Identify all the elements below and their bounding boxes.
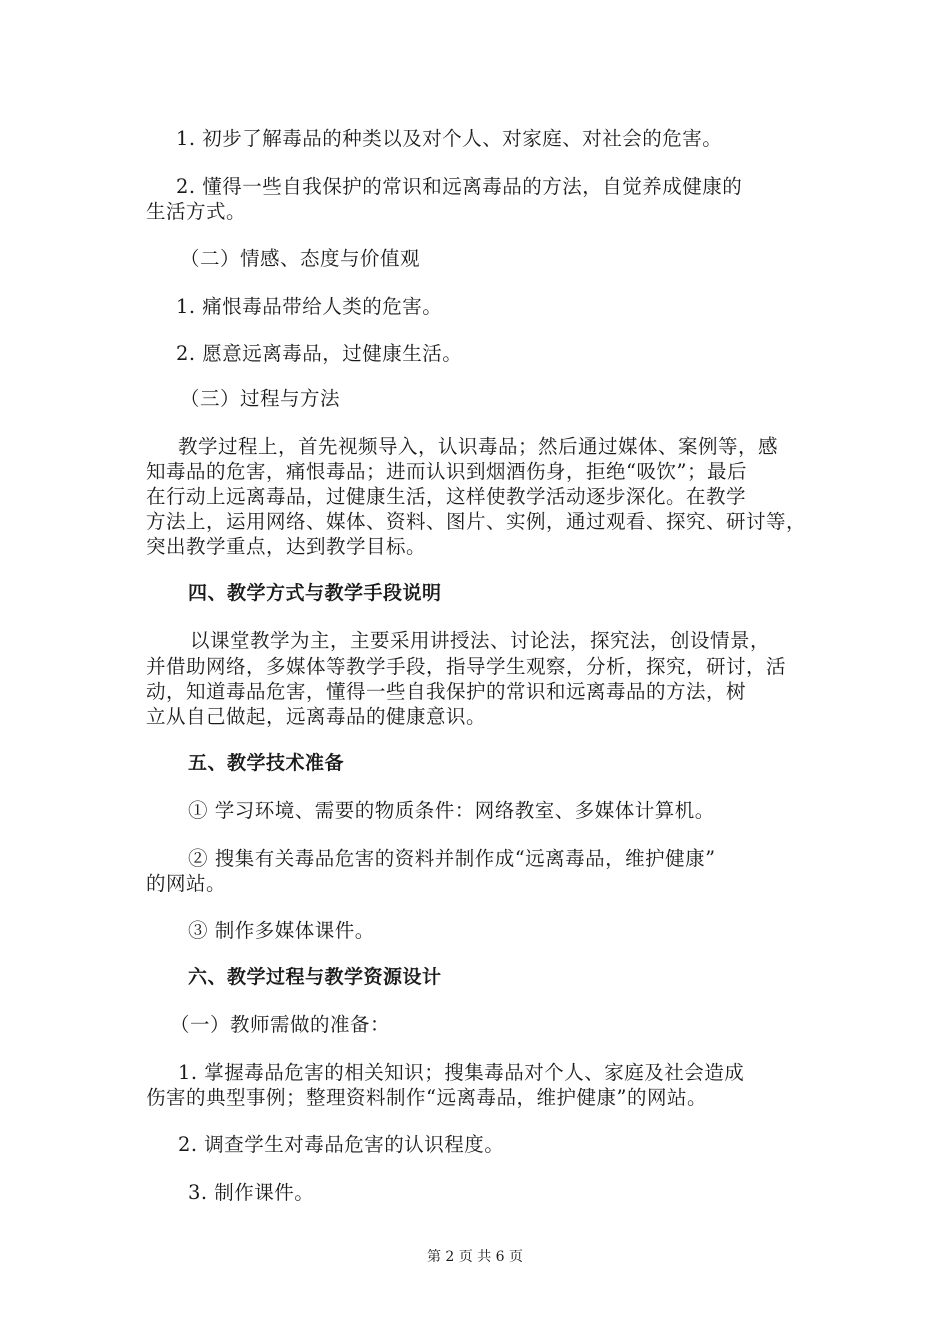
emotion-item-1: 1. 痛恨毒品带给人类的危害。 — [176, 295, 443, 318]
prep-item-1: ① 学习环境、需要的物质条件：网络教室、多媒体计算机。 — [188, 799, 715, 822]
prep-item-2-line-2: 的网站。 — [146, 872, 227, 895]
section-heading-4: 四、教学方式与教学手段说明 — [188, 582, 442, 604]
method-paragraph-line-1: 以课堂教学为主，主要采用讲授法、讨论法，探究法，创设情景， — [190, 629, 771, 652]
section-heading-5: 五、教学技术准备 — [188, 752, 345, 774]
teacher-item-3: 3. 制作课件。 — [188, 1181, 315, 1204]
subsection-heading-2: （二）情感、态度与价值观 — [180, 247, 421, 270]
teacher-item-1-line-1: 1. 掌握毒品危害的相关知识；搜集毒品对个人、家庭及社会造成 — [178, 1061, 745, 1084]
process-paragraph-line-4: 方法上，运用网络、媒体、资料、图片、实例，通过观看、探究、研讨等， — [146, 510, 807, 533]
subsection-heading-teacher: （一）教师需做的准备： — [170, 1013, 391, 1036]
process-paragraph-line-2: 知毒品的危害，痛恨毒品；进而认识到烟酒伤身，拒绝“吸饮”；最后 — [146, 460, 747, 483]
method-paragraph-line-3: 动，知道毒品危害，懂得一些自我保护的常识和远离毒品的方法，树 — [146, 680, 747, 703]
teacher-item-1-line-2: 伤害的典型事例；整理资料制作“远离毒品，维护健康”的网站。 — [146, 1086, 707, 1109]
process-paragraph-line-3: 在行动上远离毒品，过健康生活，这样使教学活动逐步深化。在教学 — [146, 485, 747, 508]
process-paragraph-line-5: 突出教学重点，达到教学目标。 — [146, 535, 427, 558]
prep-item-3: ③ 制作多媒体课件。 — [188, 919, 375, 942]
prep-item-2-line-1: ② 搜集有关毒品危害的资料并制作成“远离毒品，维护健康” — [188, 847, 716, 870]
method-paragraph-line-2: 并借助网络，多媒体等教学手段，指导学生观察，分析，探究，研讨，活 — [146, 655, 787, 678]
emotion-item-2: 2. 愿意远离毒品，过健康生活。 — [176, 342, 463, 365]
objective-2-line-1: 2. 懂得一些自我保护的常识和远离毒品的方法，自觉养成健康的 — [176, 175, 743, 198]
section-heading-6: 六、教学过程与教学资源设计 — [188, 966, 442, 988]
objective-1: 1. 初步了解毒品的种类以及对个人、对家庭、对社会的危害。 — [176, 127, 723, 150]
subsection-heading-3: （三）过程与方法 — [180, 387, 341, 410]
page-number-footer: 第 2 页 共 6 页 — [426, 1249, 524, 1265]
process-paragraph-line-1: 教学过程上，首先视频导入，认识毒品；然后通过媒体、案例等，感 — [178, 435, 779, 458]
method-paragraph-line-4: 立从自己做起，远离毒品的健康意识。 — [146, 705, 487, 728]
objective-2-line-2: 生活方式。 — [146, 200, 247, 223]
teacher-item-2: 2. 调查学生对毒品危害的认识程度。 — [178, 1133, 505, 1156]
